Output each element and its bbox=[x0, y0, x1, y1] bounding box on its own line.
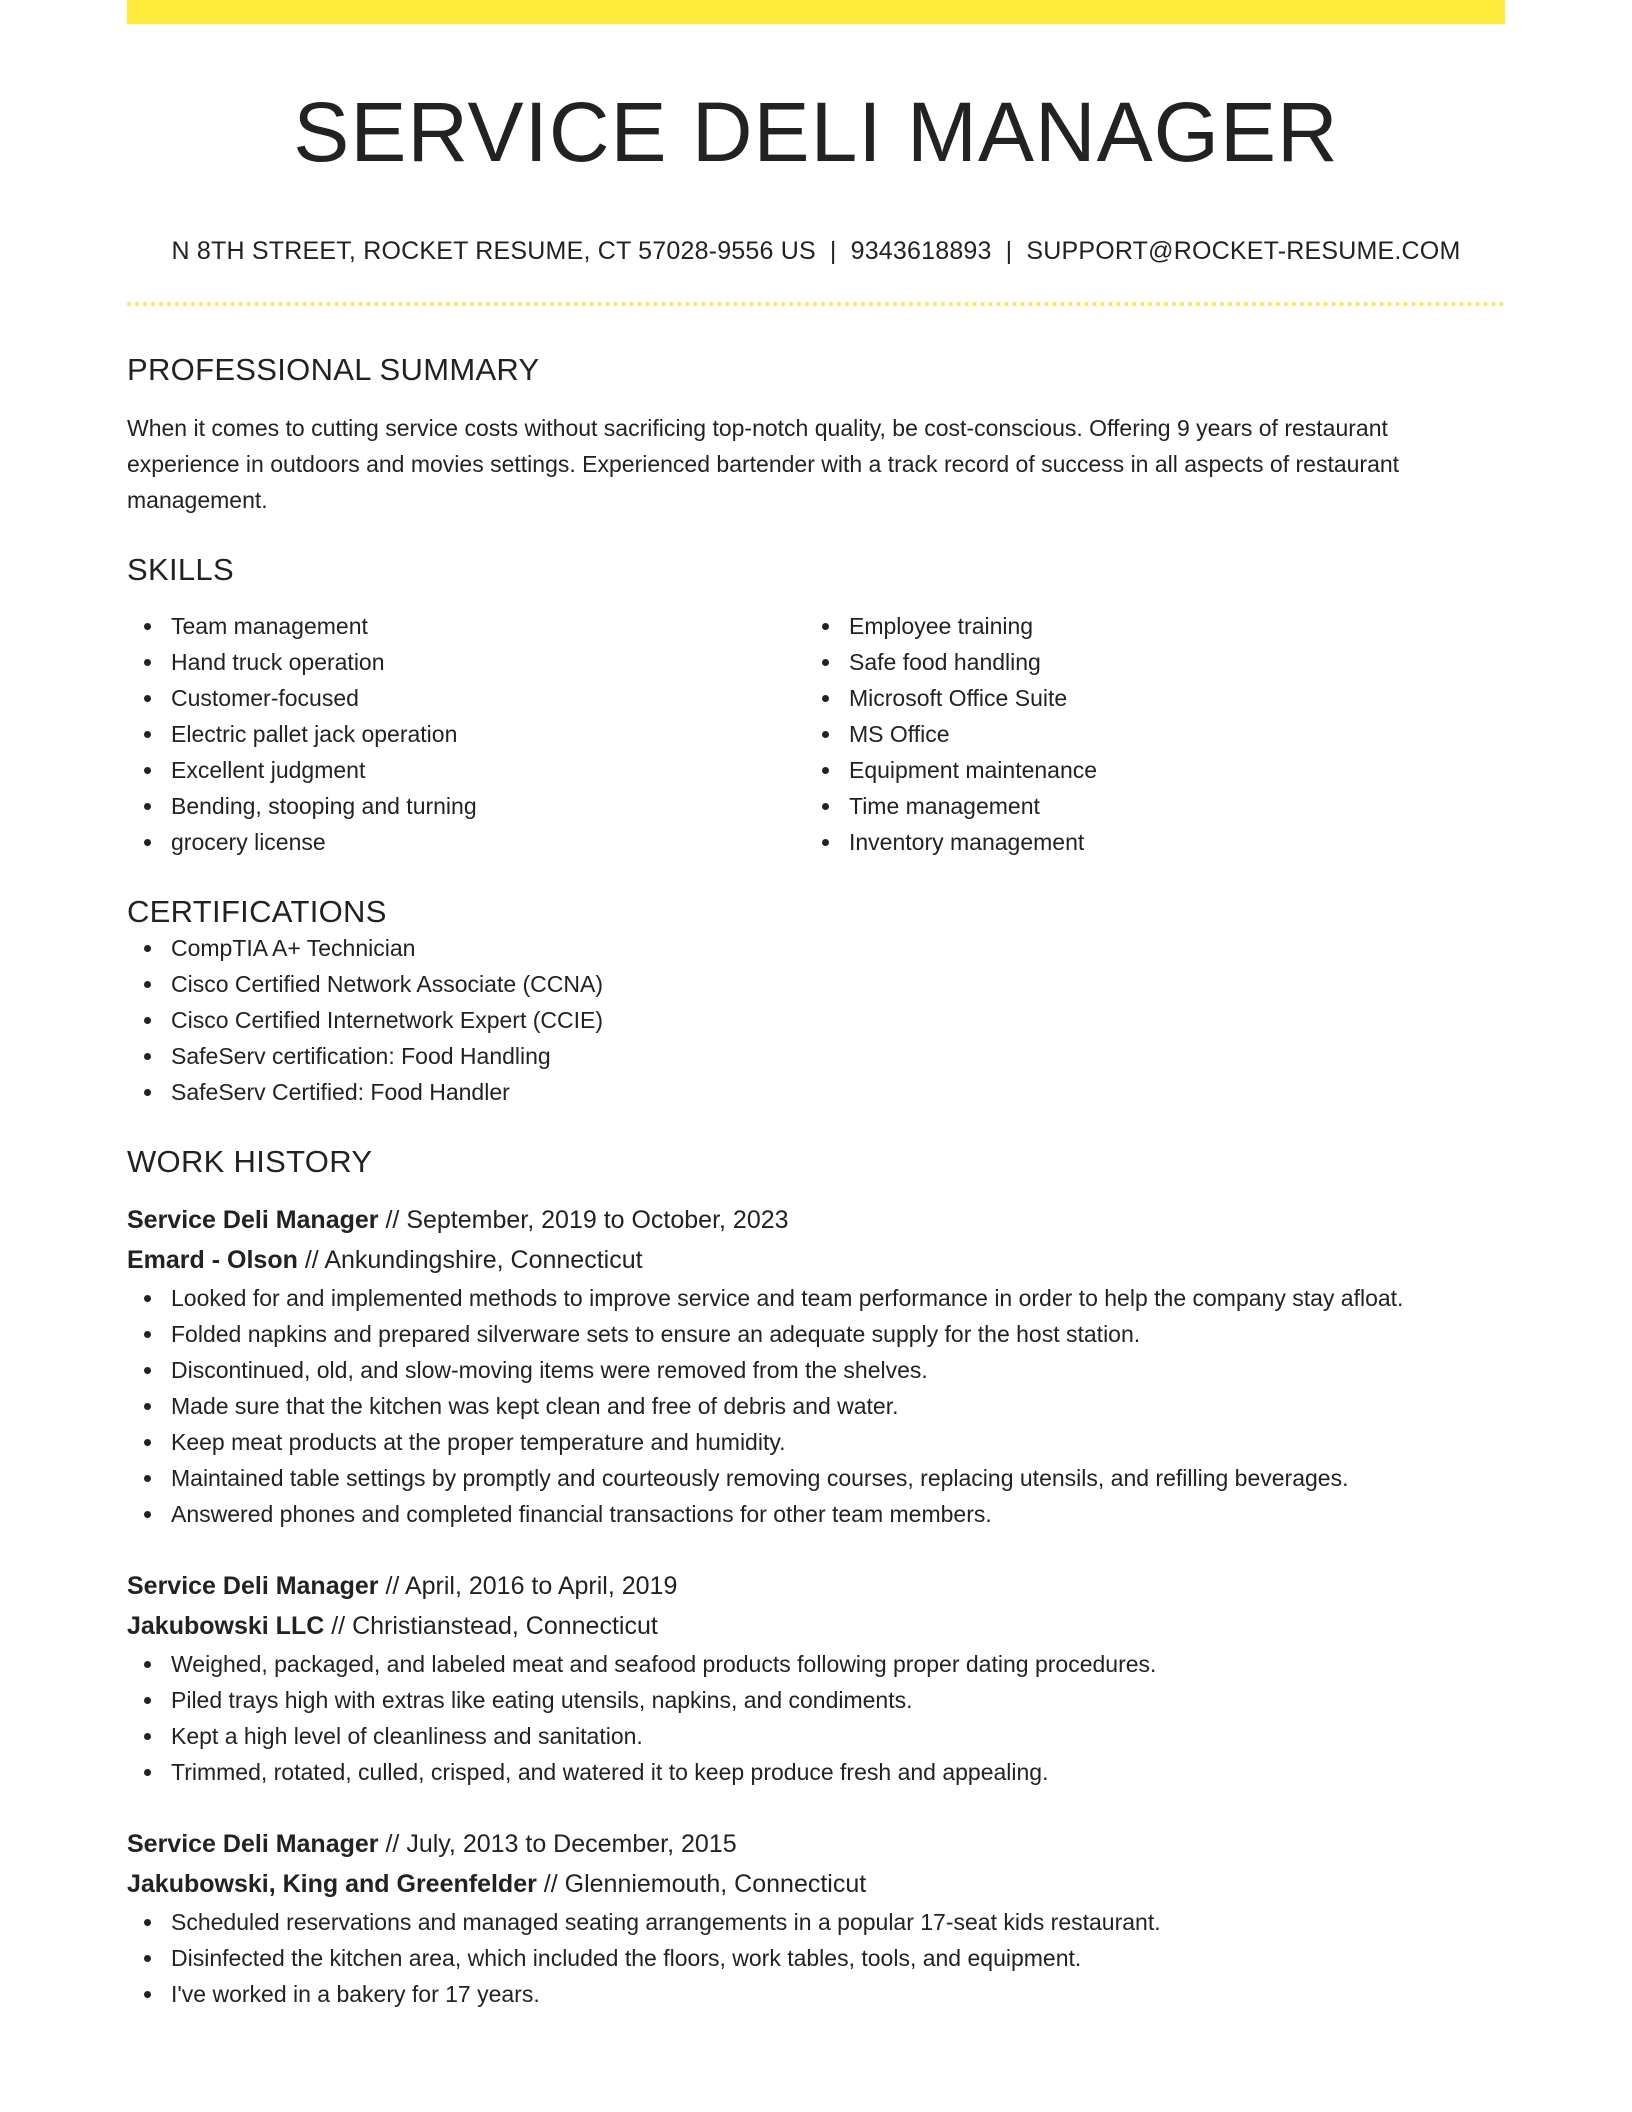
job-duties-list bbox=[127, 1904, 1505, 2012]
certification-item: Cisco Certified Internetwork Expert (CCIE) bbox=[127, 1002, 1505, 1038]
summary-heading: PROFESSIONAL SUMMARY bbox=[127, 352, 540, 388]
contact-separator: | bbox=[829, 237, 837, 266]
job-role: Service Deli Manager bbox=[127, 1206, 379, 1235]
job-location: Ankundingshire, Connecticut bbox=[324, 1246, 643, 1275]
job-divider: // bbox=[543, 1870, 558, 1899]
job-company-line bbox=[127, 1606, 1505, 1646]
certifications-list bbox=[127, 930, 1505, 1110]
job-divider: // bbox=[385, 1572, 400, 1601]
skill-item: Bending, stooping and turning bbox=[127, 788, 805, 824]
skill-item: Team management bbox=[127, 608, 805, 644]
job-title-line bbox=[127, 1566, 1505, 1606]
job-title-line bbox=[127, 1824, 1505, 1864]
resume-name: SERVICE DELI MANAGER bbox=[293, 85, 1339, 179]
job-duties-list bbox=[127, 1646, 1505, 1790]
job-duty: Scheduled reservations and managed seating arrangements in a popular 17-seat kids restaurant. bbox=[127, 1904, 1505, 1940]
job-location: Christianstead, Connecticut bbox=[352, 1612, 658, 1641]
skills-list-left bbox=[127, 608, 805, 860]
contact-separator: | bbox=[1005, 237, 1013, 266]
skill-item: Microsoft Office Suite bbox=[805, 680, 1483, 716]
contact-line bbox=[127, 236, 1505, 266]
skill-item: Hand truck operation bbox=[127, 644, 805, 680]
job-duty: Answered phones and completed financial transactions for other team members. bbox=[127, 1496, 1505, 1532]
job-role: Service Deli Manager bbox=[127, 1830, 379, 1859]
contact-email: SUPPORT@ROCKET-RESUME.COM bbox=[1026, 237, 1461, 266]
skill-item: Employee training bbox=[805, 608, 1483, 644]
contact-address: N 8TH STREET, ROCKET RESUME, CT 57028-9556 US bbox=[171, 237, 816, 266]
job-company: Jakubowski LLC bbox=[127, 1612, 325, 1641]
job-location: Glenniemouth, Connecticut bbox=[564, 1870, 867, 1899]
certification-item: SafeServ Certified: Food Handler bbox=[127, 1074, 1505, 1110]
job-entry bbox=[127, 1824, 1505, 2012]
certification-item: CompTIA A+ Technician bbox=[127, 930, 1505, 966]
job-duty: Piled trays high with extras like eating utensils, napkins, and condiments. bbox=[127, 1682, 1505, 1718]
accent-top-bar bbox=[127, 0, 1505, 24]
skill-item: Inventory management bbox=[805, 824, 1483, 860]
skill-item: Customer-focused bbox=[127, 680, 805, 716]
certification-item: SafeServ certification: Food Handling bbox=[127, 1038, 1505, 1074]
job-dates: September, 2019 to October, 2023 bbox=[406, 1206, 789, 1235]
resume-page bbox=[127, 0, 1505, 2012]
job-duty: Looked for and implemented methods to improve service and team performance in order to help the company stay afloat. bbox=[127, 1280, 1505, 1316]
skill-item: MS Office bbox=[805, 716, 1483, 752]
skill-item: Equipment maintenance bbox=[805, 752, 1483, 788]
job-duty: Keep meat products at the proper temperature and humidity. bbox=[127, 1424, 1505, 1460]
job-duty: Weighed, packaged, and labeled meat and seafood products following proper dating procedures. bbox=[127, 1646, 1505, 1682]
job-dates: July, 2013 to December, 2015 bbox=[406, 1830, 737, 1859]
job-duty: Maintained table settings by promptly and courteously removing courses, replacing utensils, and refilling beverages. bbox=[127, 1460, 1505, 1496]
job-duty: Trimmed, rotated, culled, crisped, and watered it to keep produce fresh and appealing. bbox=[127, 1754, 1505, 1790]
skills-list-right bbox=[805, 608, 1483, 860]
skills-heading: SKILLS bbox=[127, 552, 234, 588]
skills-columns bbox=[127, 608, 1505, 860]
job-company-line bbox=[127, 1864, 1505, 1904]
job-duty: I've worked in a bakery for 17 years. bbox=[127, 1976, 1505, 2012]
skill-item: Excellent judgment bbox=[127, 752, 805, 788]
job-duty: Discontinued, old, and slow-moving items were removed from the shelves. bbox=[127, 1352, 1505, 1388]
job-company: Emard - Olson bbox=[127, 1246, 298, 1275]
job-divider: // bbox=[385, 1830, 400, 1859]
dotted-divider bbox=[127, 302, 1505, 306]
certification-item: Cisco Certified Network Associate (CCNA) bbox=[127, 966, 1505, 1002]
job-duty: Made sure that the kitchen was kept clean and free of debris and water. bbox=[127, 1388, 1505, 1424]
job-divider: // bbox=[331, 1612, 346, 1641]
skill-item: Electric pallet jack operation bbox=[127, 716, 805, 752]
job-entry bbox=[127, 1566, 1505, 1790]
job-duty: Folded napkins and prepared silverware sets to ensure an adequate supply for the host station. bbox=[127, 1316, 1505, 1352]
job-title-line bbox=[127, 1200, 1505, 1240]
job-divider: // bbox=[304, 1246, 319, 1275]
summary-text: When it comes to cutting service costs without sacrificing top-notch quality, be cost-conscious. Offering 9 years of restaurant experience in outdoors and movies settings. Experienced bartender with a track record of success in all aspects of restaurant management. bbox=[127, 415, 1400, 514]
certifications-heading: CERTIFICATIONS bbox=[127, 894, 387, 930]
skill-item: Safe food handling bbox=[805, 644, 1483, 680]
job-dates: April, 2016 to April, 2019 bbox=[404, 1572, 678, 1601]
job-duty: Disinfected the kitchen area, which included the floors, work tables, tools, and equipment. bbox=[127, 1940, 1505, 1976]
work-history-heading: WORK HISTORY bbox=[127, 1144, 373, 1180]
job-duties-list bbox=[127, 1280, 1505, 1532]
skill-item: grocery license bbox=[127, 824, 805, 860]
job-role: Service Deli Manager bbox=[127, 1572, 379, 1601]
skill-item: Time management bbox=[805, 788, 1483, 824]
job-company: Jakubowski, King and Greenfelder bbox=[127, 1870, 537, 1899]
job-duty: Kept a high level of cleanliness and sanitation. bbox=[127, 1718, 1505, 1754]
contact-phone: 9343618893 bbox=[850, 237, 992, 266]
job-company-line bbox=[127, 1240, 1505, 1280]
job-entry bbox=[127, 1200, 1505, 1532]
job-divider: // bbox=[385, 1206, 400, 1235]
